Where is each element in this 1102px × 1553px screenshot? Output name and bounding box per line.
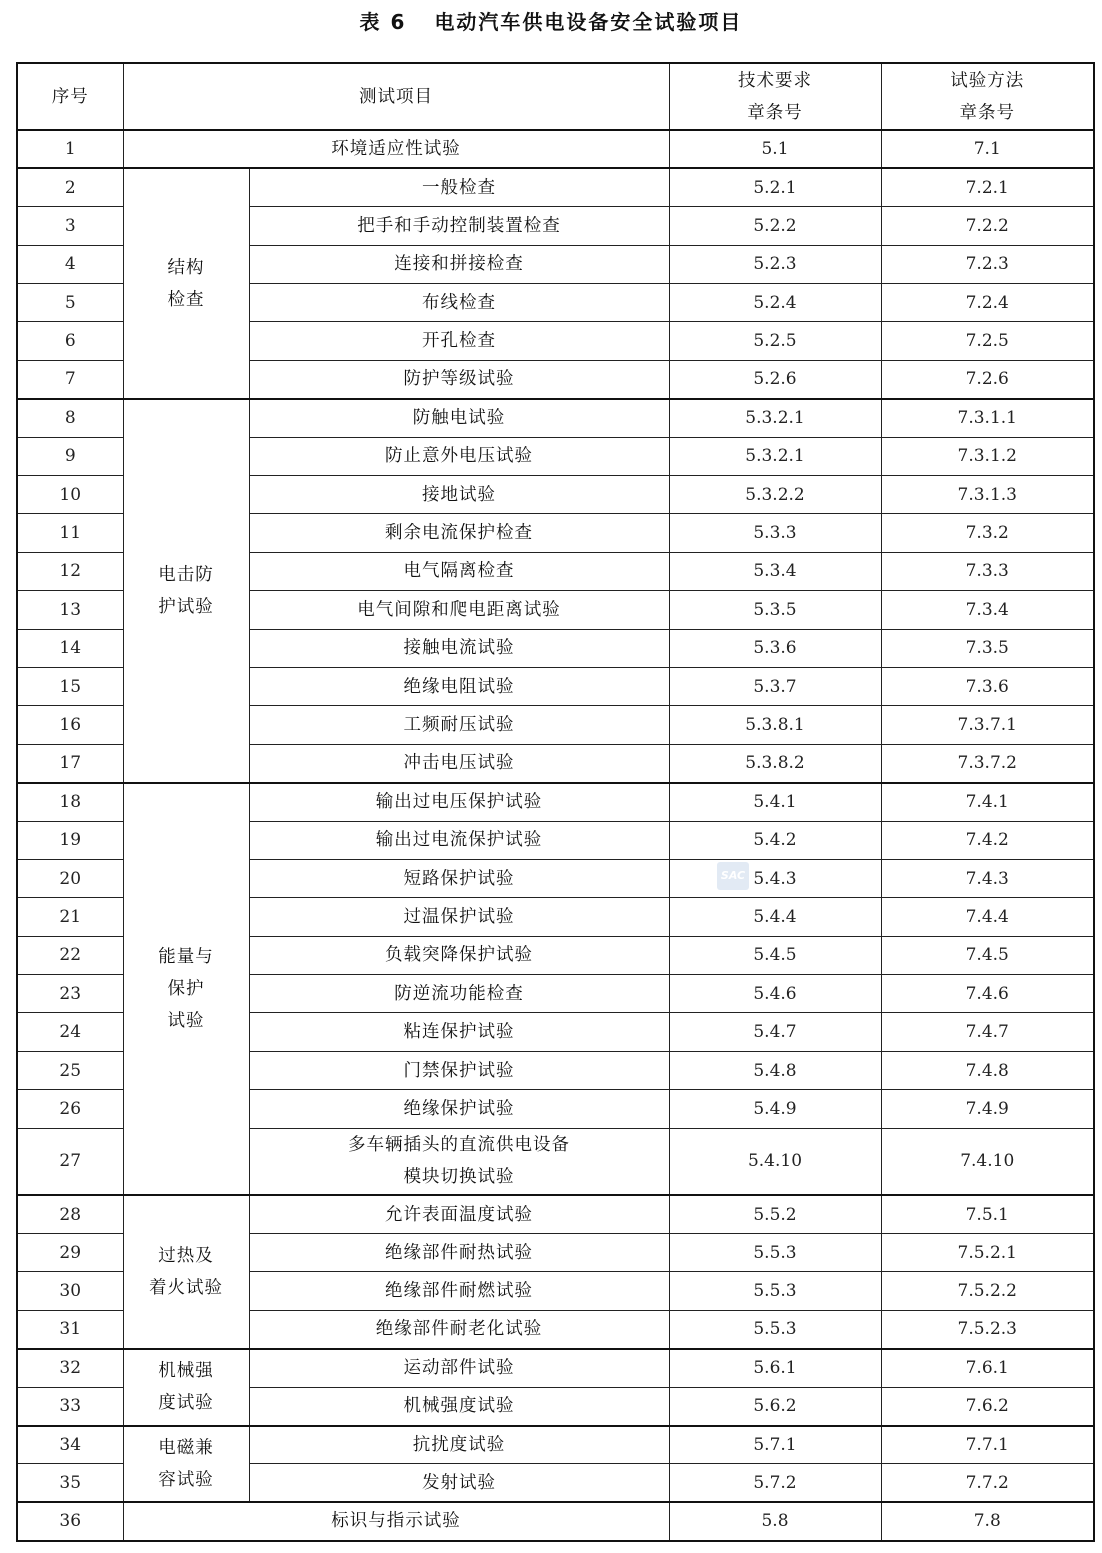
row-number: 26 xyxy=(17,1090,123,1128)
group-energy-protection: 能量与 保护 试验 xyxy=(123,783,249,1196)
req-clause: 5.4.7 xyxy=(669,1013,881,1051)
req-clause: 5.5.3 xyxy=(669,1272,881,1310)
req-clause: 5.3.5 xyxy=(669,591,881,629)
method-clause: 7.6.2 xyxy=(881,1387,1094,1425)
row-number: 21 xyxy=(17,898,123,936)
req-clause: 5.6.1 xyxy=(669,1349,881,1387)
req-clause: 5.3.2.1 xyxy=(669,437,881,475)
table-row xyxy=(17,1195,1094,1233)
test-item: 绝缘电阻试验 xyxy=(249,667,669,705)
test-item: 门禁保护试验 xyxy=(249,1051,669,1089)
group-shock-protection: 电击防 护试验 xyxy=(123,399,249,783)
req-clause: 5.3.7 xyxy=(669,667,881,705)
method-clause: 7.2.5 xyxy=(881,322,1094,360)
method-clause: 7.3.1.3 xyxy=(881,476,1094,514)
test-item: 运动部件试验 xyxy=(249,1349,669,1387)
table-caption: 电动汽车供电设备安全试验项目 xyxy=(434,10,743,34)
row-number: 7 xyxy=(17,360,123,398)
table-row xyxy=(17,783,1094,821)
sac-watermark-logo: SAC xyxy=(717,862,749,890)
row-number: 36 xyxy=(17,1502,123,1540)
method-clause: 7.4.1 xyxy=(881,783,1094,821)
group-emc: 电磁兼 容试验 xyxy=(123,1426,249,1503)
test-item: 防触电试验 xyxy=(249,399,669,437)
row-number: 31 xyxy=(17,1310,123,1348)
row-number: 12 xyxy=(17,552,123,590)
req-clause: 5.2.4 xyxy=(669,284,881,322)
method-clause: 7.1 xyxy=(881,130,1094,168)
table-row xyxy=(17,130,1094,168)
row-number: 6 xyxy=(17,322,123,360)
req-clause: 5.4.6 xyxy=(669,975,881,1013)
method-clause: 7.3.2 xyxy=(881,514,1094,552)
row-number: 20 xyxy=(17,859,123,897)
test-item: 绝缘部件耐燃试验 xyxy=(249,1272,669,1310)
method-clause: 7.7.1 xyxy=(881,1426,1094,1464)
test-item: 发射试验 xyxy=(249,1464,669,1502)
row-number: 1 xyxy=(17,130,123,168)
row-number: 3 xyxy=(17,207,123,245)
req-clause: 5.4.2 xyxy=(669,821,881,859)
method-clause: 7.3.1.2 xyxy=(881,437,1094,475)
method-clause: 7.3.7.2 xyxy=(881,744,1094,782)
test-item: 输出过电流保护试验 xyxy=(249,821,669,859)
req-clause: 5.3.8.2 xyxy=(669,744,881,782)
row-number: 28 xyxy=(17,1195,123,1233)
row-number: 8 xyxy=(17,399,123,437)
req-clause: 5.8 xyxy=(669,1502,881,1540)
row-number: 16 xyxy=(17,706,123,744)
method-clause: 7.5.2.1 xyxy=(881,1234,1094,1272)
row-number: 19 xyxy=(17,821,123,859)
row-number: 27 xyxy=(17,1128,123,1195)
row-number: 23 xyxy=(17,975,123,1013)
test-item: 抗扰度试验 xyxy=(249,1426,669,1464)
test-item: 防止意外电压试验 xyxy=(249,437,669,475)
header-method: 试验方法 章条号 xyxy=(881,63,1094,130)
method-clause: 7.6.1 xyxy=(881,1349,1094,1387)
test-item: 电气间隙和爬电距离试验 xyxy=(249,591,669,629)
test-item: 工频耐压试验 xyxy=(249,706,669,744)
row-number: 33 xyxy=(17,1387,123,1425)
test-item: 过温保护试验 xyxy=(249,898,669,936)
row-number: 2 xyxy=(17,168,123,206)
header-seq: 序号 xyxy=(17,63,123,130)
row-number: 10 xyxy=(17,476,123,514)
test-item: 冲击电压试验 xyxy=(249,744,669,782)
test-item: 绝缘部件耐热试验 xyxy=(249,1234,669,1272)
table-row xyxy=(17,1349,1094,1387)
req-clause: 5.2.5 xyxy=(669,322,881,360)
method-clause: 7.5.2.3 xyxy=(881,1310,1094,1348)
req-clause: 5.1 xyxy=(669,130,881,168)
test-item: 布线检查 xyxy=(249,284,669,322)
method-clause: 7.4.9 xyxy=(881,1090,1094,1128)
method-clause: 7.3.5 xyxy=(881,629,1094,667)
req-clause: 5.4.3 xyxy=(669,859,881,897)
row-number: 17 xyxy=(17,744,123,782)
test-item: 把手和手动控制装置检查 xyxy=(249,207,669,245)
test-item: 电气隔离检查 xyxy=(249,552,669,590)
method-clause: 7.7.2 xyxy=(881,1464,1094,1502)
method-clause: 7.3.1.1 xyxy=(881,399,1094,437)
row-number: 14 xyxy=(17,629,123,667)
test-item: 剩余电流保护检查 xyxy=(249,514,669,552)
row-number: 29 xyxy=(17,1234,123,1272)
req-clause: 5.3.2.2 xyxy=(669,476,881,514)
method-clause: 7.5.2.2 xyxy=(881,1272,1094,1310)
method-clause: 7.4.7 xyxy=(881,1013,1094,1051)
header-item: 测试项目 xyxy=(123,63,669,130)
row-number: 22 xyxy=(17,936,123,974)
header-req: 技术要求 章条号 xyxy=(669,63,881,130)
test-item: 允许表面温度试验 xyxy=(249,1195,669,1233)
req-clause: 5.2.6 xyxy=(669,360,881,398)
req-clause: 5.4.10 xyxy=(669,1128,881,1195)
method-clause: 7.4.5 xyxy=(881,936,1094,974)
test-item: 短路保护试验 xyxy=(249,859,669,897)
req-clause: 5.2.3 xyxy=(669,245,881,283)
req-clause: 5.3.4 xyxy=(669,552,881,590)
row-number: 9 xyxy=(17,437,123,475)
req-clause: 5.3.2.1 xyxy=(669,399,881,437)
row-number: 32 xyxy=(17,1349,123,1387)
test-item: 绝缘部件耐老化试验 xyxy=(249,1310,669,1348)
method-clause: 7.4.10 xyxy=(881,1128,1094,1195)
header-row xyxy=(17,63,1094,130)
row-number: 15 xyxy=(17,667,123,705)
method-clause: 7.2.6 xyxy=(881,360,1094,398)
test-item: 防逆流功能检查 xyxy=(249,975,669,1013)
req-clause: 5.5.3 xyxy=(669,1234,881,1272)
req-clause: 5.4.4 xyxy=(669,898,881,936)
row-number: 25 xyxy=(17,1051,123,1089)
row-number: 5 xyxy=(17,284,123,322)
method-clause: 7.2.1 xyxy=(881,168,1094,206)
test-item: 环境适应性试验 xyxy=(123,130,669,168)
table-row xyxy=(17,399,1094,437)
req-clause: 5.4.9 xyxy=(669,1090,881,1128)
method-clause: 7.8 xyxy=(881,1502,1094,1540)
table-number: 表 6 xyxy=(359,10,407,34)
req-clause: 5.5.3 xyxy=(669,1310,881,1348)
test-item: 粘连保护试验 xyxy=(249,1013,669,1051)
req-clause: 5.7.2 xyxy=(669,1464,881,1502)
test-item: 防护等级试验 xyxy=(249,360,669,398)
row-number: 4 xyxy=(17,245,123,283)
group-overheat-fire: 过热及 着火试验 xyxy=(123,1195,249,1349)
group-mechanical-strength: 机械强 度试验 xyxy=(123,1349,249,1426)
method-clause: 7.3.6 xyxy=(881,667,1094,705)
table-row xyxy=(17,168,1094,206)
req-clause: 5.4.1 xyxy=(669,783,881,821)
row-number: 18 xyxy=(17,783,123,821)
method-clause: 7.4.4 xyxy=(881,898,1094,936)
req-clause: 5.6.2 xyxy=(669,1387,881,1425)
test-item: 多车辆插头的直流供电设备 模块切换试验 xyxy=(249,1128,669,1195)
method-clause: 7.2.3 xyxy=(881,245,1094,283)
method-clause: 7.4.6 xyxy=(881,975,1094,1013)
method-clause: 7.3.7.1 xyxy=(881,706,1094,744)
table-title xyxy=(0,6,1102,35)
method-clause: 7.3.3 xyxy=(881,552,1094,590)
table-row xyxy=(17,1426,1094,1464)
row-number: 24 xyxy=(17,1013,123,1051)
method-clause: 7.4.3 xyxy=(881,859,1094,897)
test-item: 开孔检查 xyxy=(249,322,669,360)
test-item: 接触电流试验 xyxy=(249,629,669,667)
test-item: 接地试验 xyxy=(249,476,669,514)
test-item: 机械强度试验 xyxy=(249,1387,669,1425)
method-clause: 7.5.1 xyxy=(881,1195,1094,1233)
method-clause: 7.2.4 xyxy=(881,284,1094,322)
row-number: 13 xyxy=(17,591,123,629)
test-item: 绝缘保护试验 xyxy=(249,1090,669,1128)
req-clause: 5.5.2 xyxy=(669,1195,881,1233)
test-item: 输出过电压保护试验 xyxy=(249,783,669,821)
method-clause: 7.2.2 xyxy=(881,207,1094,245)
test-item: 负载突降保护试验 xyxy=(249,936,669,974)
safety-test-table xyxy=(16,62,1095,1542)
req-clause: 5.2.2 xyxy=(669,207,881,245)
req-clause: 5.4.8 xyxy=(669,1051,881,1089)
req-clause: 5.4.5 xyxy=(669,936,881,974)
row-number: 35 xyxy=(17,1464,123,1502)
test-item: 一般检查 xyxy=(249,168,669,206)
row-number: 34 xyxy=(17,1426,123,1464)
test-item: 连接和拼接检查 xyxy=(249,245,669,283)
table-row xyxy=(17,1502,1094,1540)
test-item: 标识与指示试验 xyxy=(123,1502,669,1540)
method-clause: 7.3.4 xyxy=(881,591,1094,629)
req-clause: 5.7.1 xyxy=(669,1426,881,1464)
row-number: 30 xyxy=(17,1272,123,1310)
method-clause: 7.4.8 xyxy=(881,1051,1094,1089)
group-structure-check: 结构 检查 xyxy=(123,168,249,398)
req-clause: 5.2.1 xyxy=(669,168,881,206)
req-clause: 5.3.8.1 xyxy=(669,706,881,744)
req-clause: 5.3.6 xyxy=(669,629,881,667)
method-clause: 7.4.2 xyxy=(881,821,1094,859)
req-clause: 5.3.3 xyxy=(669,514,881,552)
row-number: 11 xyxy=(17,514,123,552)
